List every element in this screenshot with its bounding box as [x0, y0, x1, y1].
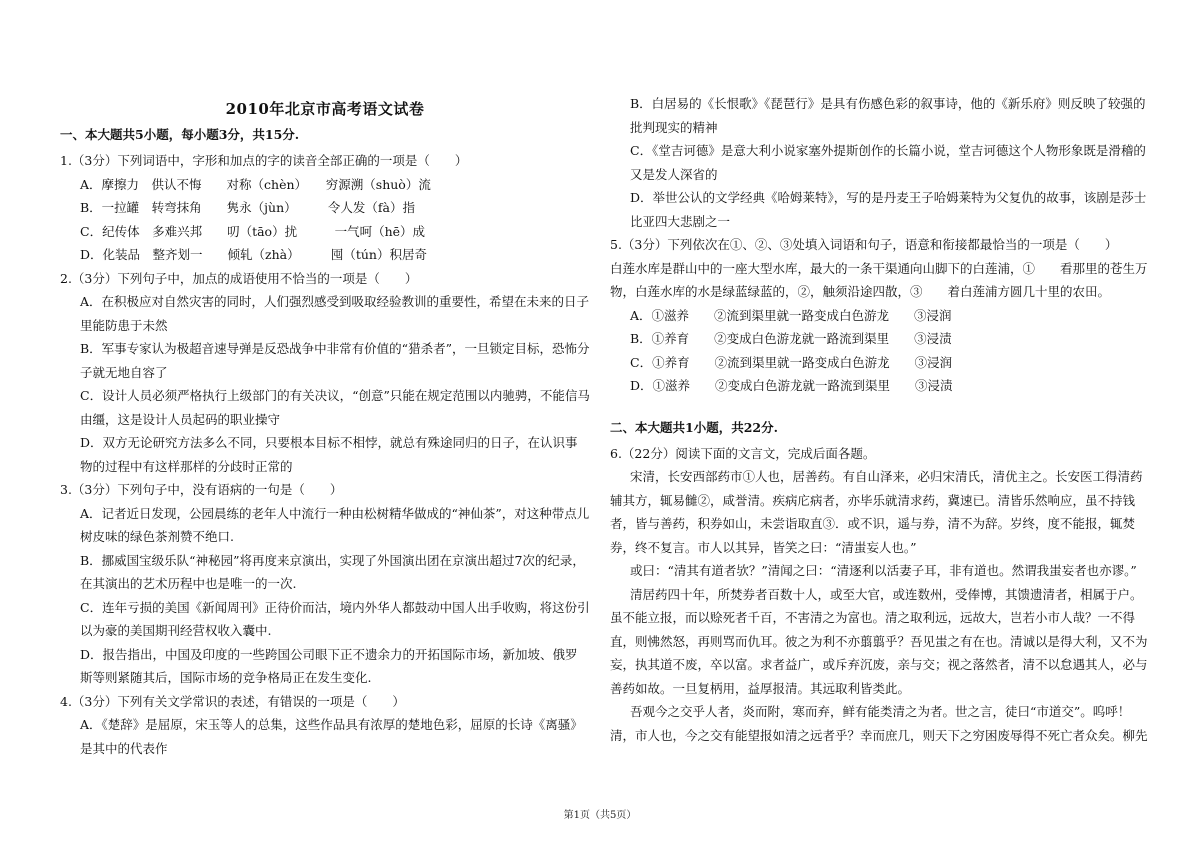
- question-stem: 2.（3分）下列句子中，加点的成语使用不恰当的一项是（ ）: [60, 270, 418, 286]
- question-stem: 1.（3分）下列词语中，字形和加点的字的读音全部正确的一项是（ ）: [60, 153, 468, 168]
- passage-paragraph: 或曰：“清其有道者欤？”清闻之曰：“清逐利以活妻子耳，非有道也。然谓我蚩妄者也亦谬。”: [630, 563, 1137, 578]
- question-stem: 4.（3分）下列有关文学常识的表述，有错误的一项是（ ）: [60, 693, 405, 709]
- q5-options: [610, 304, 1150, 398]
- page-title: 2010年北京市高考语文试卷: [225, 100, 425, 118]
- answer-option: D．双方无论研究方法多么不同，只要根本目标不相悖，就总有殊途同归的日子，在认识事物的过程中有这样那样的分歧时正常的: [80, 435, 578, 474]
- answer-option: C．纪传体 多难兴邦 叨（tāo）扰 一气呵（hē）成: [80, 223, 426, 239]
- page-footer: 第1页（共5页）: [563, 810, 637, 821]
- section-heading: 一、本大题共5小题，每小题3分，共15分.: [60, 127, 300, 142]
- answer-option: A．摩擦力 供认不悔 对称（chèn） 穷源溯（shuò）流: [80, 176, 431, 192]
- answer-option: A．①滋养 ②流到渠里就一路变成白色游龙 ③浸润: [630, 307, 952, 323]
- question-6: 6.（22分）阅读下面的文言文，完成后面各题。: [610, 445, 876, 461]
- answer-option: C．《堂吉诃德》是意大利小说家塞外提斯创作的长篇小说，堂吉诃德这个人物形象既是滑稽的又是发人深省的: [630, 143, 1146, 182]
- answer-option: C．①养育 ②流到渠里就一路变成白色游龙 ③浸润: [630, 354, 953, 370]
- answer-option: C．连年亏损的美国《新闻周刊》正待价而沽，境内外华人都鼓动中国人出手收购，将这份引以为豪的美国期刊经营权收入囊中.: [80, 599, 590, 638]
- passage-paragraph: 清居药四十年，所焚券者百数十人，或至大官，或连数州，受俸博，其馈遗清者，相属于户。虽不能立报，而以赊死者千百，不害清之为富也。清之取利远，远故大，岂若小市人哉？一不得直，则怫然怒，再则骂而仇耳。彼之为利不亦翦翦乎？吾见蚩之有在也。清诚以是得大利，又不为妄，执其道不废，卒以富。求者益广，或斥弃沉废，亲与交；视之落然者，清不以怠遇其人，必与善药如故。一旦复柄用，益厚报清。其远取利皆类此。: [610, 586, 1148, 696]
- answer-option: B．①养育 ②变成白色游龙就一路流到渠里 ③浸渍: [630, 331, 952, 346]
- answer-option: A．《楚辞》是屈原，宋玉等人的总集，这些作品具有浓厚的楚地色彩，屈原的长诗《离骚》是其中的代表作: [80, 717, 583, 756]
- right-column-items: [610, 92, 1150, 257]
- spacer: [610, 398, 1150, 412]
- passage: [610, 465, 1150, 747]
- passage-paragraph: 吾观今之交乎人者，炎而附，寒而弃，鲜有能类清之为者。世之言，徒曰“市道交”。呜呼！清，市人也，今之交有能望报如清之远者乎？幸而庶几，则天下之穷困废辱得不死亡者众矣。柳先: [610, 704, 1148, 743]
- answer-option: A．记者近日发现，公园晨练的老年人中流行一种由松树精华做成的“神仙茶”，对这种带点儿树皮味的绿色茶剂赞不绝口.: [80, 505, 590, 544]
- left-column: [60, 92, 590, 760]
- answer-option: A．在积极应对自然灾害的同时，人们强烈感受到吸取经验教训的重要性，希望在未来的日子里能防患于未然: [80, 294, 590, 333]
- answer-option: B．白居易的《长恨歌》《琵琶行》是具有伤感色彩的叙事诗，他的《新乐府》则反映了较强的批判现实的精神: [630, 96, 1146, 135]
- answer-option: D．①滋养 ②变成白色游龙就一路流到渠里 ③浸渍: [630, 378, 953, 393]
- answer-option: B．一拉罐 转弯抹角 隽永（jùn） 令人发（fà）指: [80, 200, 415, 215]
- answer-option: B．军事专家认为极超音速导弹是反恐战争中非常有价值的“猎杀者”，一旦锁定目标，恐怖分子就无地自容了: [80, 341, 590, 380]
- answer-option: B．挪威国宝级乐队“神秘园”将再度来京演出，实现了外国演出团在京演出超过7次的纪录，在其演出的艺术历程中也是唯一的一次.: [80, 552, 585, 591]
- section-2-heading: 二、本大题共1小题，共22分.: [610, 419, 778, 435]
- q5-stem: 白莲水库是群山中的一座大型水库，最大的一条干渠通向山脚下的白莲浦，① 看那里的苍生万物，白莲水库的水是绿蓝绿蓝的，②，触须沿途四散，③ 着白莲浦方圆几十里的农田。: [610, 260, 1148, 299]
- answer-option: D．举世公认的文学经典《哈姆莱特》，写的是丹麦王子哈姆莱特为父复仇的故事，该剧是莎士比亚四大悲剧之一: [630, 190, 1147, 229]
- answer-option: D．报告指出，中国及印度的一些跨国公司眼下正不遗余力的开拓国际市场，新加坡、俄罗斯等则紧随其后，国际市场的竞争格局正在发生变化.: [80, 646, 578, 685]
- question-stem: 5.（3分）下列依次在①、②、③处填入词语和句子，语意和衔接都最恰当的一项是（ ）: [610, 237, 1118, 252]
- right-column: [610, 92, 1150, 747]
- question-stem: 3.（3分）下列句子中，没有语病的一句是（ ）: [60, 482, 343, 497]
- answer-option: D．化装品 整齐划一 倾轧（zhà） 囤（tún）积居奇: [80, 247, 427, 262]
- left-column-items: [60, 125, 590, 760]
- passage-paragraph: 宋清，长安西部药市①人也，居善药。有自山泽来，必归宋清氏，清优主之。长安医工得清药辅其方，辄易雠②，咸誉清。疾病庀病者，亦毕乐就清求药，冀速已。清皆乐然响应，虽不持钱者，皆与善药，积券如山，未尝诣取直③．或不识，遥与券，清不为辞。岁终，度不能报，辄焚券，终不复言。市人以其异，皆笑之曰：“清蚩妄人也。”: [610, 469, 1143, 555]
- answer-option: C．设计人员必须严格执行上级部门的有关决议，“创意”只能在规定范围以内驰骋，不能信马由缰，这是设计人员起码的职业操守: [80, 388, 590, 427]
